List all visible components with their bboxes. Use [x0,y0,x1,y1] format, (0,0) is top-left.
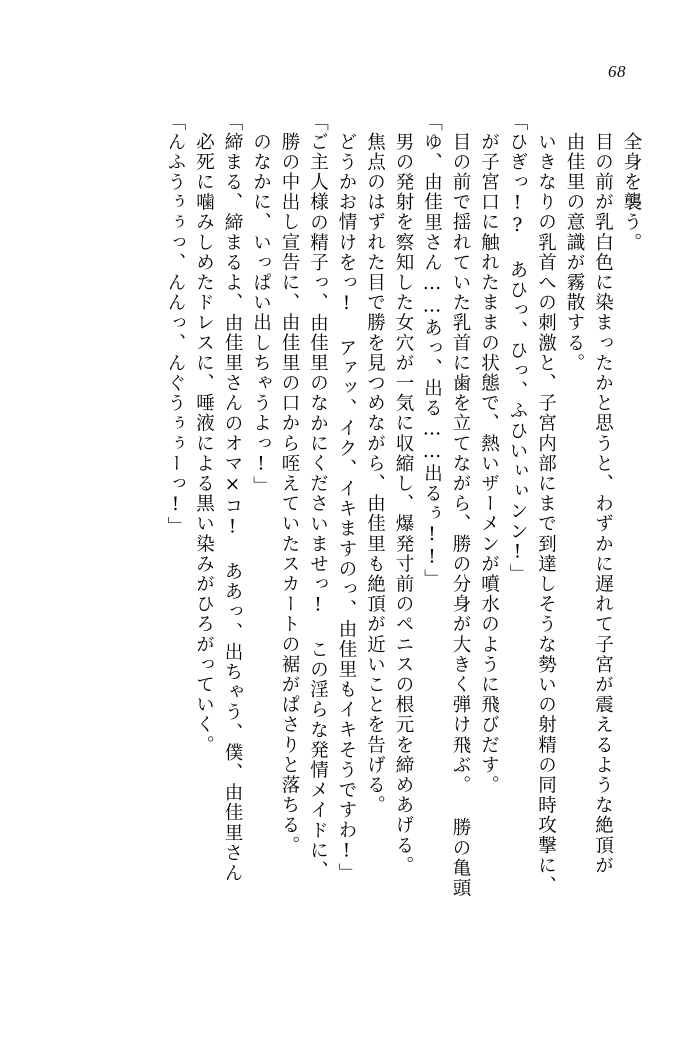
text-column: のなかに、いっぱい出しちゃうよっ!」 [250,132,272,497]
text-column: 「ゆ、由佳里さん……あっ、出る……出るぅ!!」 [421,112,443,590]
text-column: 全身を襲う。 [621,132,642,253]
text-column: が子宮口に触れたままの状態で、熱いザーメンが噴水のように飛びだす。 [478,132,500,796]
text-column: 「んふうぅぅっ、んんっ、んぐうぅぅーっ!」 [165,112,186,537]
text-column: どうかお情けをっ! アァッ、イク、イキますのっ、由佳里もイキそうですわ!」 [336,132,357,884]
text-column: 由佳里の意識が霧散する。 [564,132,585,374]
text-column: 勝の中出し宣告に、由佳里の口から咥えていたスカートの裾がぱさりと落ちる。 [279,132,300,856]
text-column: 目の前で揺れていた乳首に歯を立てながら、勝の分身が大きく弾け飛ぶ。 勝の亀頭 [450,132,471,899]
text-column: いきなりの乳首への刺激と、子宮内部にまで到達しそうな勢いの射精の同時攻撃に、 [535,132,557,896]
text-column: 「ご主人様の精子っ、由佳里のなかにくださいませっ! この淫らな発情メイドに、 [307,112,329,881]
vertical-text-body [156,112,641,972]
text-column: 目の前が乳白色に染まったかと思うと、わずかに遅れて子宮が震えるような絶頂が [592,132,614,876]
text-column: 必死に噛みしめたドレスに、唾液による黒い染みがひろがっていく。 [193,132,215,756]
text-column: 「締まる、締まるよ、由佳里さんのオマ×コ! ああっ、出ちゃう、僕、由佳里さん [222,112,243,884]
text-column: 焦点のはずれた目で勝を見つめながら、由佳里も絶頂が近いことを告げる。 [364,132,386,816]
text-column: 男の発射を察知した女穴が一気に収縮し、爆発寸前のペニスの根元を締めあげる。 [393,132,414,876]
page-number: 68 [608,62,626,81]
text-column: 「ひぎっ!? あひっ、ひっ、ふひいぃぃンン!」 [507,112,528,585]
